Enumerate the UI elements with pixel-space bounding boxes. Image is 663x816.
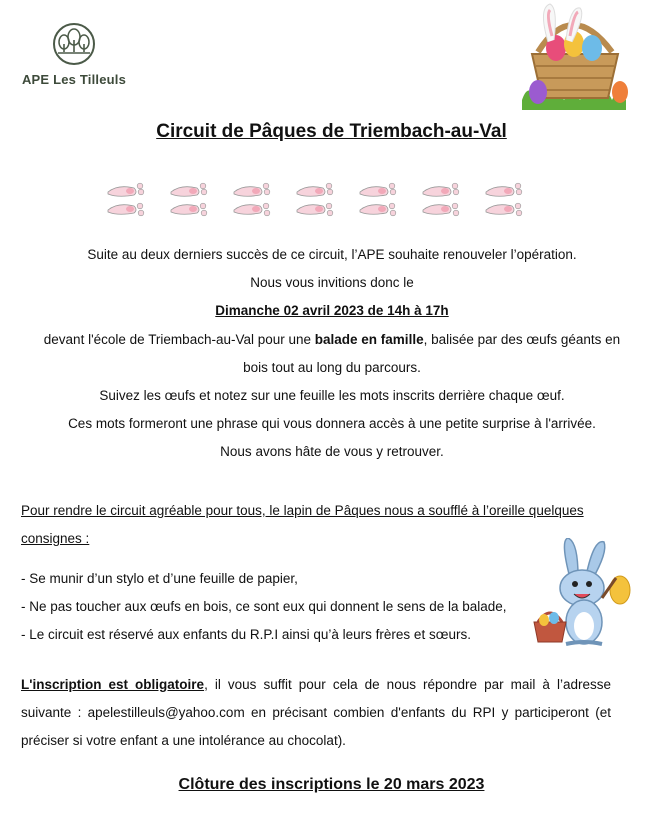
registration-mandatory: L'inscription est obligatoire	[21, 677, 205, 692]
bunny-paw-icon	[171, 183, 207, 216]
rules-heading: Pour rendre le circuit agréable pour tous, le lapin de Pâques nous a soufflé à l’oreille quelques consignes :	[21, 503, 584, 546]
bunny-paw-icon	[423, 183, 459, 216]
rule-item: - Ne pas toucher aux œufs en bois, ce sont eux qui donnent le sens de la balade,	[21, 599, 507, 614]
rule-item: - Le circuit est réservé aux enfants du R.P.I ainsi qu’à leurs frères et sœurs.	[21, 627, 471, 642]
bunny-paw-icon	[108, 183, 144, 216]
intro-line-7: Nous avons hâte de vous y retrouver.	[220, 444, 444, 459]
intro-line-1: Suite au deux derniers succès de ce circuit, l’APE souhaite renouveler l’opération.	[87, 247, 577, 262]
easter-basket-icon	[508, 2, 636, 114]
intro-line-4: bois tout au long du parcours.	[243, 360, 421, 375]
paw-prints	[104, 180, 524, 220]
intro-line-2: Nous vous invitions donc le	[250, 275, 414, 290]
event-date: Dimanche 02 avril 2023 de 14h à 17h	[215, 303, 449, 318]
bunny-paw-icon	[486, 183, 522, 216]
highlight-balade: balade en famille	[314, 332, 424, 347]
registration-text: L'inscription est obligatoire, il vous suffit pour cela de nous répondre par mail à l’adresse suivante : apelestilleuls@yahoo.com en précisant combien d'enfants du RPI y participeront (et préciser si votre enfant a une intolérance au chocolat).	[21, 677, 611, 748]
intro-line-5: Suivez les œufs et notez sur une feuille les mots inscrits derrière chaque œuf.	[99, 388, 565, 403]
closing-date: Clôture des inscriptions le 20 mars 2023	[178, 776, 485, 793]
page-title: Circuit de Pâques de Triembach-au-Val	[156, 121, 507, 142]
ape-logo	[14, 22, 134, 92]
bunny-paw-icon	[297, 183, 333, 216]
easter-bunny-icon	[530, 538, 640, 648]
logo-text: APE Les Tilleuls	[21, 72, 127, 87]
bunny-paw-icon	[234, 183, 270, 216]
tree-logo-icon	[48, 22, 100, 66]
rule-item: - Se munir d’un stylo et d’une feuille de papier,	[21, 571, 298, 586]
intro-line-6: Ces mots formeront une phrase qui vous donnera accès à une petite surprise à l'arrivée.	[68, 416, 596, 431]
intro-line-3: devant l'école de Triembach-au-Val pour une balade en famille, balisée par des œufs géants en	[43, 332, 621, 347]
bunny-paw-icon	[360, 183, 396, 216]
